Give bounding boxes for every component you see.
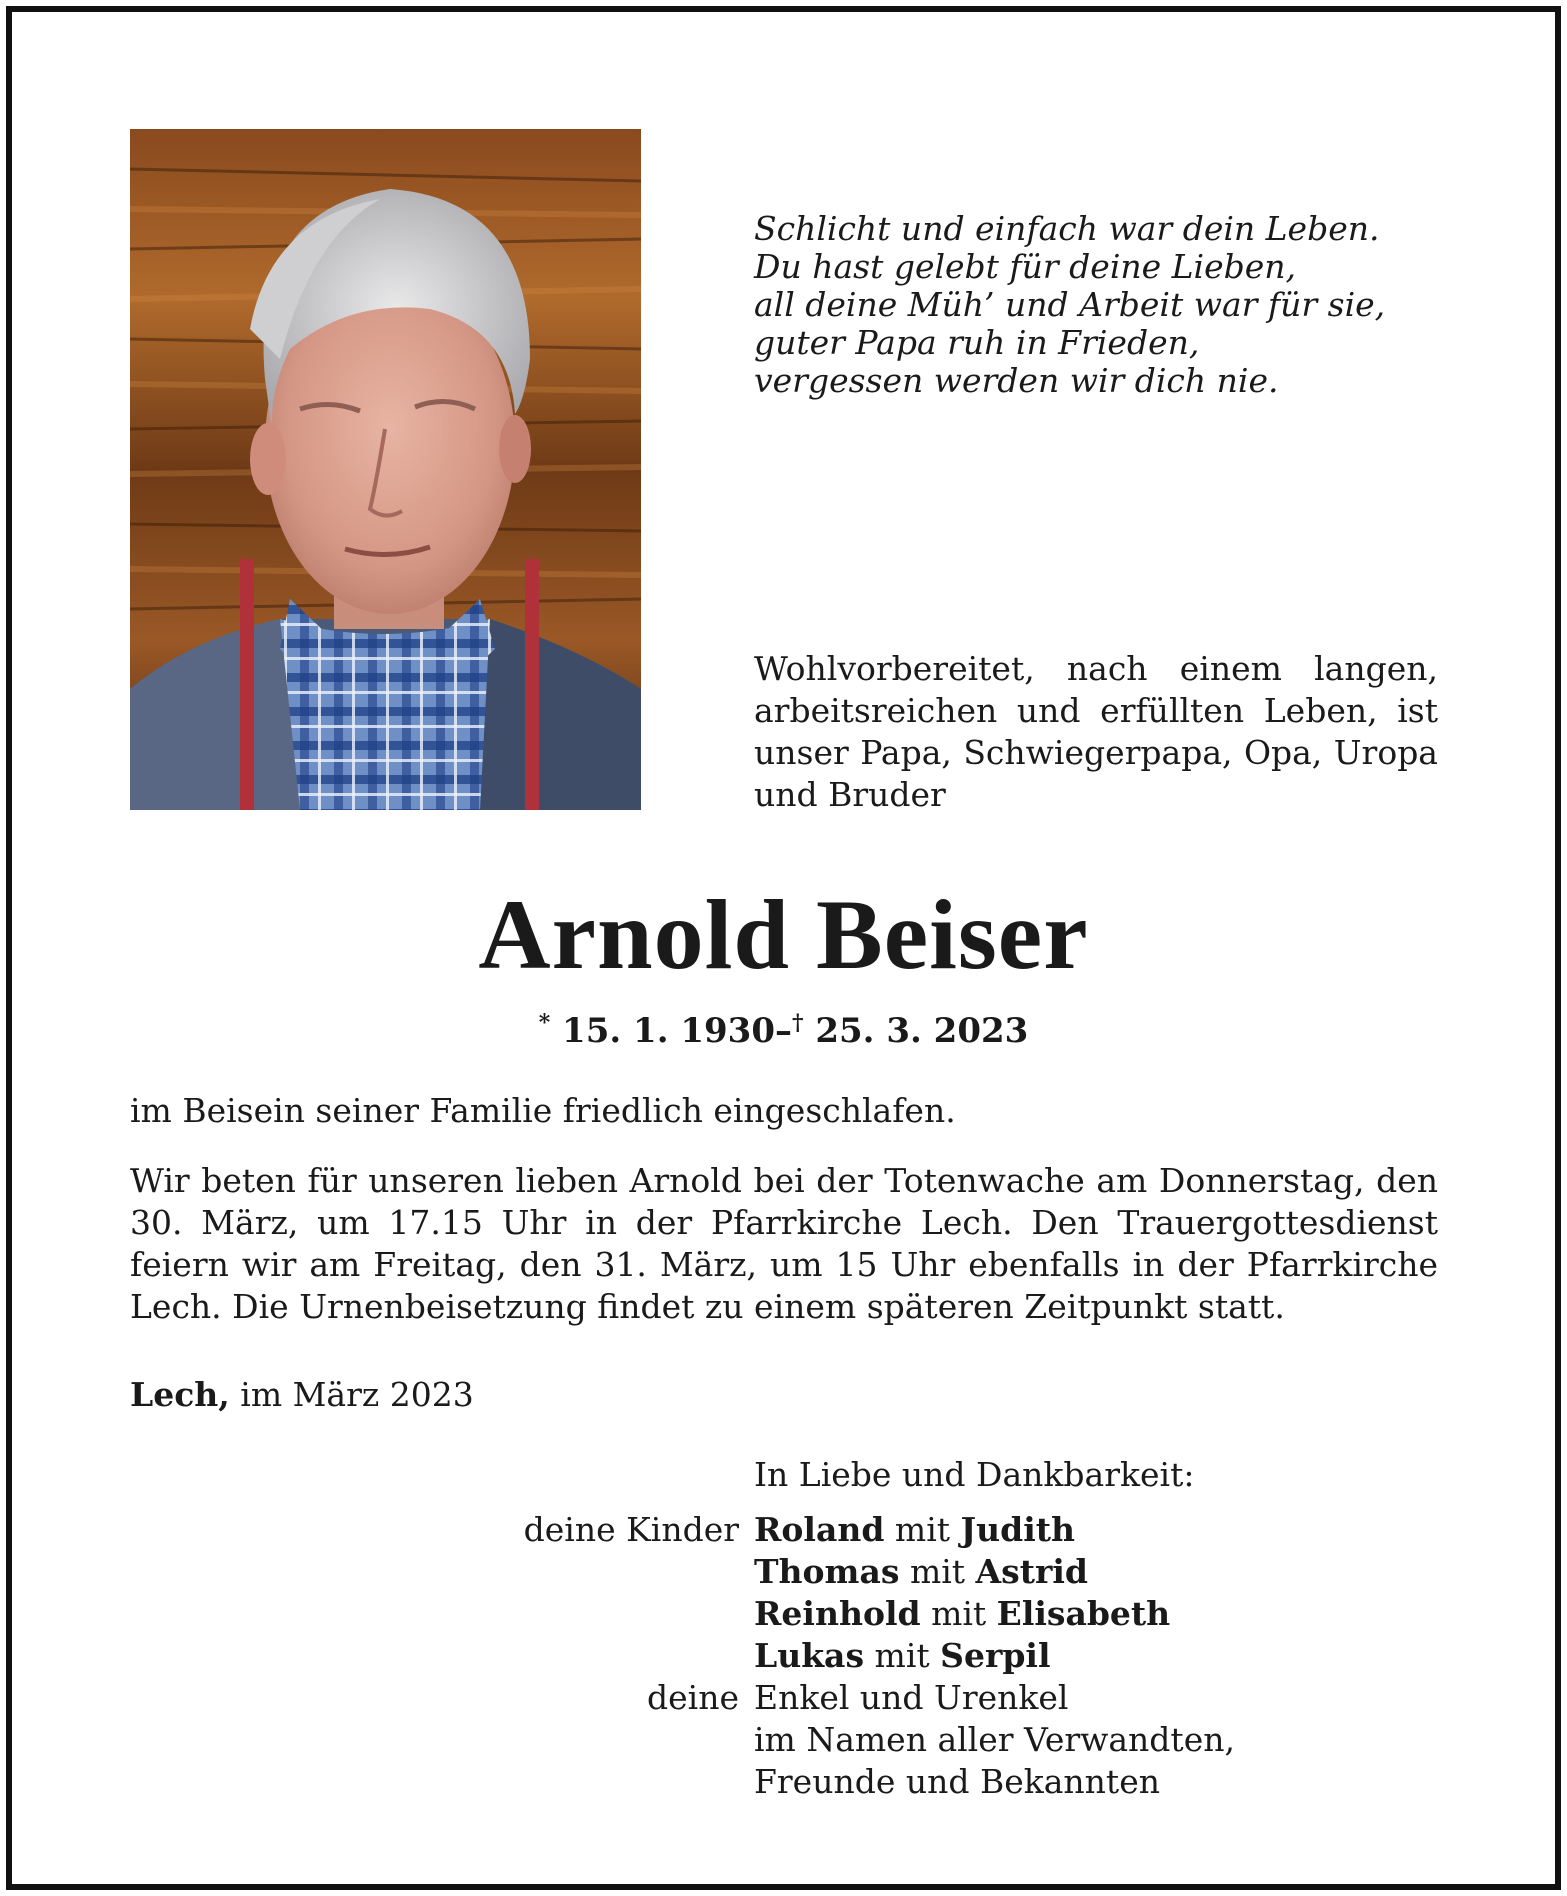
relatives-line: im Namen aller Verwandten, [754,1720,1235,1759]
child-entry [754,1593,1170,1635]
relatives-line: Freunde und Bekannten [754,1762,1160,1801]
connector: mit [920,1594,997,1633]
family-list [0,1509,1567,1803]
child-entry [754,1551,1088,1593]
memorial-poem [754,210,1474,400]
partner-name: Judith [960,1510,1075,1549]
death-date: 25. 3. 2023 [815,1011,1029,1051]
partner-name: Elisabeth [996,1594,1171,1633]
partner-name: Astrid [975,1552,1088,1591]
children-label: deine Kinder [523,1510,739,1549]
connector: mit [884,1510,961,1549]
child-entry [754,1635,1051,1677]
child-name: Reinhold [754,1594,921,1633]
place-date-line [130,1374,474,1416]
deceased-name: Arnold Beiser [478,879,1089,990]
child-entry [754,1509,1075,1551]
birth-symbol: * [538,1010,551,1036]
poem-line: all deine Müh’ und Arbeit war für sie, [754,285,1386,324]
family-row [0,1719,1567,1761]
signoff: In Liebe und Dankbarkeit: [754,1455,1195,1494]
asleep-text: im Beisein seiner Familie friedlich eingeschlafen. [130,1091,956,1130]
family-row [0,1551,1567,1593]
connector: mit [864,1636,941,1675]
birth-date: 15. 1. 1930 [562,1011,775,1051]
family-row [0,1593,1567,1635]
partner-name: Serpil [940,1636,1051,1675]
death-symbol: † [792,1010,804,1036]
family-row [0,1677,1567,1719]
connector: mit [899,1552,976,1591]
family-row [0,1509,1567,1551]
poem-line: guter Papa ruh in Frieden, [754,323,1200,362]
grandchildren-text: Enkel und Urenkel [754,1678,1069,1717]
grandchildren-label: deine [647,1678,739,1717]
family-row [0,1761,1567,1803]
child-name: Thomas [754,1552,900,1591]
portrait-photo [130,129,641,810]
child-name: Lukas [754,1636,865,1675]
poem-line: Schlicht und einfach war dein Leben. [754,209,1380,248]
place-date: im März 2023 [229,1375,474,1414]
poem-line: Du hast gelebt für deine Lieben, [754,247,1297,286]
child-name: Roland [754,1510,885,1549]
service-details: Wir beten für unseren lieben Arnold bei der Totenwache am Donnerstag, den 30. März, um 17.15 Uhr in der Pfarrkirche Lech. Den Trauergottesdienst feiern wir am Freitag, den 31. März, um 15 Uhr ebenfalls in der Pfarrkirche Lech. Die Urnenbeisetzung findet zu einem späteren Zeitpunkt statt. [130,1161,1438,1326]
date-separator: – [775,1011,792,1051]
place-town: Lech, [130,1375,230,1414]
intro-text: Wohlvorbereitet, nach einem langen, arbeitsreichen und erfüllten Leben, ist unser Papa, Schwiegerpapa, Opa, Uropa und Bruder [754,649,1438,814]
life-dates [0,1003,1567,1051]
poem-line: vergessen werden wir dich nie. [754,361,1279,400]
family-row [0,1635,1567,1677]
